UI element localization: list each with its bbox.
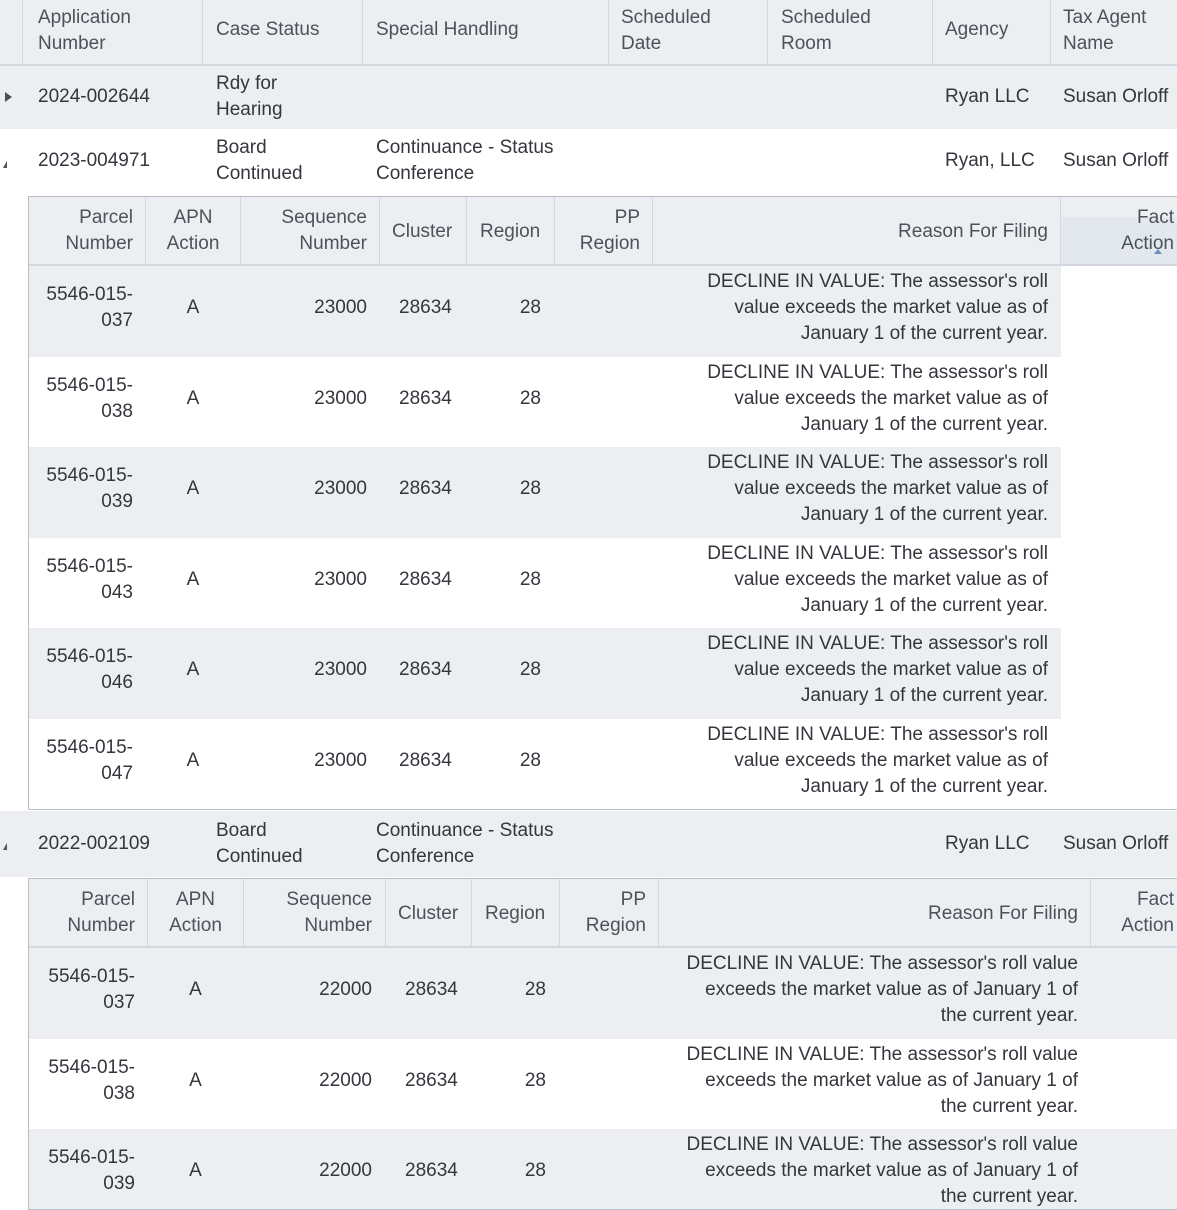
region: 28 <box>524 1069 546 1091</box>
caret-down-icon[interactable] <box>3 843 7 850</box>
parcel-number: 5546-015- 037 <box>48 966 135 1013</box>
sequence-number: 22000 <box>319 1069 372 1091</box>
apn-action: A <box>189 1069 202 1091</box>
region: 28 <box>519 568 541 590</box>
column-header-parcel-number[interactable]: Parcel Number <box>65 207 133 254</box>
apn-action: A <box>189 979 202 1000</box>
reason-for-filing: DECLINE IN VALUE: The assessor's roll value exceeds the market value as of January 1 of the current year. <box>686 1134 1078 1207</box>
reason-for-filing: DECLINE IN VALUE: The assessor's roll value exceeds the market value as of January 1 of the current year. <box>707 452 1048 525</box>
caret-right-icon[interactable] <box>5 92 12 102</box>
region: 28 <box>524 1160 546 1181</box>
region: 28 <box>519 297 541 318</box>
region: 28 <box>524 979 546 1000</box>
parcel-number: 5546-015- 047 <box>46 736 133 784</box>
case-status: Rdy for Hearing <box>216 73 283 120</box>
sequence-number: 23000 <box>314 749 367 771</box>
column-header-apn-action[interactable]: APN Action <box>169 889 222 936</box>
tax-agent-name: Susan Orloff <box>1063 150 1169 171</box>
sequence-number: 23000 <box>314 478 367 499</box>
region: 28 <box>519 387 541 409</box>
column-header-sequence-number[interactable]: Sequence Number <box>286 889 372 936</box>
case-status: Board Continued <box>216 137 303 184</box>
agency: Ryan LLC <box>945 86 1030 107</box>
parcel-subtable <box>28 196 1177 810</box>
application-number: 2022-002109 <box>38 833 150 854</box>
agency: Ryan, LLC <box>945 150 1035 171</box>
cluster: 28634 <box>399 387 452 409</box>
region: 28 <box>519 478 541 499</box>
apn-action: A <box>186 749 200 771</box>
parcel-number: 5546-015- 043 <box>46 555 133 603</box>
parcel-number: 5546-015- 038 <box>48 1056 135 1104</box>
reason-for-filing: DECLINE IN VALUE: The assessor's roll value exceeds the market value as of January 1 of the current year. <box>707 271 1048 344</box>
apn-action: A <box>186 568 200 590</box>
tax-agent-name: Susan Orloff <box>1063 86 1169 107</box>
apn-action: A <box>186 478 200 499</box>
apn-action: A <box>186 659 200 680</box>
column-header-scheduled-room[interactable]: Scheduled Room <box>781 7 871 54</box>
reason-for-filing: DECLINE IN VALUE: The assessor's roll value exceeds the market value as of January 1 of the current year. <box>686 1043 1078 1117</box>
column-header-fact-action[interactable]: Fact Action <box>1121 889 1174 936</box>
region: 28 <box>519 749 541 771</box>
parcel-number: 5546-015- 039 <box>46 465 133 512</box>
column-header-scheduled-date[interactable]: Scheduled Date <box>621 7 711 54</box>
application-number: 2024-002644 <box>38 86 150 107</box>
column-header-application-number[interactable]: Application Number <box>38 7 131 54</box>
case-status: Board Continued <box>216 820 303 867</box>
apn-action: A <box>186 387 200 409</box>
parcel-number: 5546-015- 037 <box>46 284 133 331</box>
column-header-apn-action[interactable]: APN Action <box>166 207 220 254</box>
cluster: 28634 <box>399 749 452 771</box>
column-header-reason-for-filing[interactable]: Reason For Filing <box>898 221 1048 242</box>
special-handling: Continuance - Status Conference <box>376 820 554 867</box>
cluster: 28634 <box>399 568 452 590</box>
reason-for-filing: DECLINE IN VALUE: The assessor's roll value exceeds the market value as of January 1 of the current year. <box>686 953 1078 1026</box>
column-header-case-status[interactable]: Case Status <box>216 19 320 40</box>
column-header-region[interactable]: Region <box>485 903 546 924</box>
parcel-number: 5546-015- 038 <box>46 374 133 422</box>
sequence-number: 23000 <box>314 297 367 318</box>
cluster: 28634 <box>399 297 452 318</box>
region: 28 <box>519 659 541 680</box>
sort-ascending-icon[interactable] <box>1148 239 1162 265</box>
column-header-fact-action[interactable]: Fact Action <box>1121 207 1174 254</box>
column-header-reason-for-filing[interactable]: Reason For Filing <box>928 903 1078 924</box>
agency: Ryan LLC <box>945 833 1030 854</box>
column-header-cluster[interactable]: Cluster <box>392 221 453 242</box>
cluster: 28634 <box>399 478 452 499</box>
sequence-number: 22000 <box>319 1160 372 1181</box>
apn-action: A <box>186 297 200 318</box>
parcel-subtable <box>28 878 1177 1210</box>
column-header-pp-region[interactable]: PP Region <box>585 889 646 936</box>
special-handling: Continuance - Status Conference <box>376 137 554 184</box>
sequence-number: 22000 <box>319 979 372 1000</box>
column-header-agency[interactable]: Agency <box>945 19 1009 40</box>
cluster: 28634 <box>405 1160 458 1181</box>
sequence-number: 23000 <box>314 568 367 590</box>
column-header-special-handling[interactable]: Special Handling <box>376 19 519 40</box>
cluster: 28634 <box>405 1069 458 1091</box>
parcel-number: 5546-015- 039 <box>48 1147 135 1194</box>
caret-down-icon[interactable] <box>3 161 7 168</box>
reason-for-filing: DECLINE IN VALUE: The assessor's roll value exceeds the market value as of January 1 of the current year. <box>707 633 1048 706</box>
reason-for-filing: DECLINE IN VALUE: The assessor's roll value exceeds the market value as of January 1 of the current year. <box>707 723 1048 797</box>
column-header-region[interactable]: Region <box>480 221 541 242</box>
reason-for-filing: DECLINE IN VALUE: The assessor's roll value exceeds the market value as of January 1 of the current year. <box>707 542 1048 616</box>
apn-action: A <box>189 1160 202 1181</box>
sequence-number: 23000 <box>314 387 367 409</box>
cluster: 28634 <box>405 979 458 1000</box>
sequence-number: 23000 <box>314 659 367 680</box>
tax-agent-name: Susan Orloff <box>1063 833 1169 854</box>
cluster: 28634 <box>399 659 452 680</box>
column-header-sequence-number[interactable]: Sequence Number <box>281 207 367 254</box>
column-header-cluster[interactable]: Cluster <box>398 903 459 924</box>
parcel-number: 5546-015- 046 <box>46 646 133 693</box>
column-header-pp-region[interactable]: PP Region <box>579 207 640 254</box>
column-header-parcel-number[interactable]: Parcel Number <box>67 889 135 936</box>
column-header-tax-agent-name[interactable]: Tax Agent Name <box>1063 7 1147 54</box>
reason-for-filing: DECLINE IN VALUE: The assessor's roll value exceeds the market value as of January 1 of the current year. <box>707 361 1048 435</box>
application-number: 2023-004971 <box>38 150 150 171</box>
